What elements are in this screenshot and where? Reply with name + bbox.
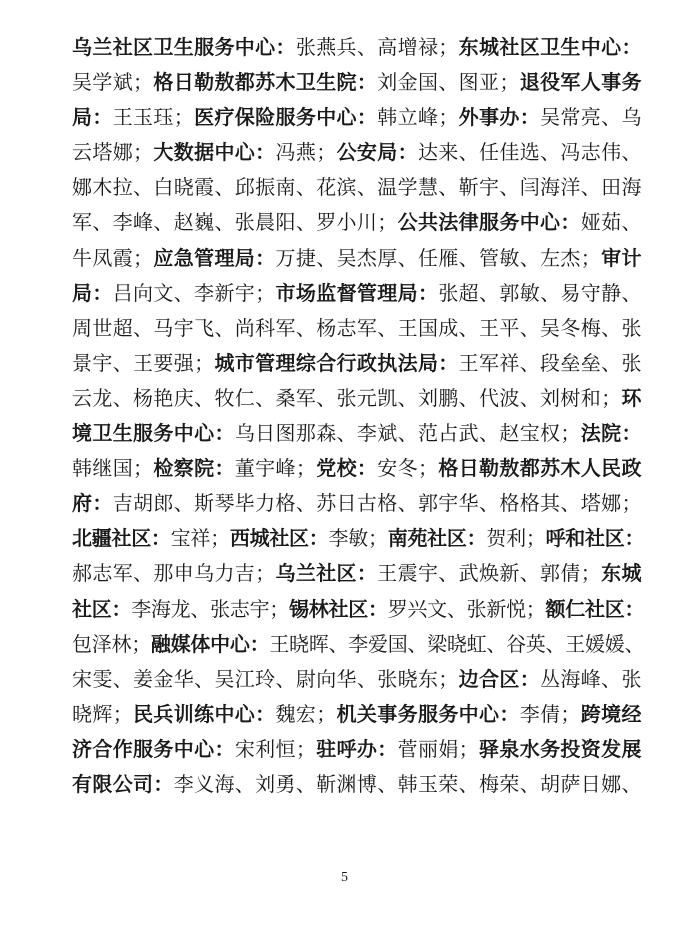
unit-name: 境卫生服务中心： [72,421,235,446]
person-names: 冯燕； [275,140,337,165]
person-names: 万捷、吴杰厚、任雁、管敏、左杰； [275,245,602,270]
unit-name: 府： [72,491,113,516]
person-names: 宋雯、姜金华、吴江玲、尉向华、张晓东； [72,666,459,691]
text-line [72,135,644,170]
text-line [72,451,644,486]
unit-name: 乌兰社区： [275,561,378,586]
text-line [72,556,644,591]
person-names: 景宇、王要强； [72,350,215,375]
person-names: 包泽林； [72,631,151,656]
person-names: 王军祥、段垒垒、张 [458,350,642,375]
person-names: 云塔娜； [72,140,154,165]
person-names: 吴常亮、乌 [540,105,642,130]
unit-name: 法院： [580,421,642,446]
person-names: 王玉珏； [112,105,195,130]
person-names: 韩立峰； [377,105,459,130]
person-names: 安冬； [377,456,439,481]
person-names: 吉胡郎、斯琴毕力格、苏日古格、郭宇华、格格其、塔娜； [112,491,642,516]
person-names: 韩继国； [72,456,154,481]
person-names: 李海龙、张志宇； [131,596,290,621]
text-line [72,65,644,100]
unit-name: 格日勒敖都苏木人民政 [438,456,642,481]
text-line [72,311,644,346]
text-line [72,767,644,802]
text-line [72,100,644,135]
unit-name: 有限公司： [72,771,174,796]
unit-name: 应急管理局： [153,245,276,270]
person-names: 丛海峰、张 [540,666,642,691]
unit-name: 乌兰社区卫生服务中心： [72,35,296,59]
person-names: 军、李峰、赵巍、张晨阳、罗小川； [72,210,398,235]
unit-name: 退役军人事务 [519,70,642,95]
text-line [72,592,644,627]
unit-name: 环 [621,385,642,410]
person-names: 娜木拉、白晓霞、邱振南、花滨、温学慧、靳宇、闫海洋、田海 [72,175,642,200]
unit-name: 城市管理综合行政执法局： [214,350,459,375]
unit-name: 市场监督管理局： [275,280,439,305]
unit-name: 额仁社区： [545,596,645,621]
unit-name: 党校： [316,456,378,481]
text-line [72,241,644,276]
unit-name: 济合作服务中心： [72,736,235,761]
text-line [72,416,644,451]
unit-name: 公安局： [336,140,418,165]
unit-name: 驻呼办： [316,736,398,761]
unit-name: 机关事务服务中心： [336,701,520,726]
text-line [72,521,644,556]
text-line [72,732,644,767]
unit-name: 民兵训练中心： [133,701,276,726]
person-names: 魏宏； [275,701,337,726]
unit-name: 检察院： [153,456,235,481]
unit-name: 驿泉水务投资发展 [479,736,642,761]
unit-name: 北疆社区： [72,526,171,551]
unit-name: 局： [72,280,113,305]
person-names: 菅丽娟； [397,736,480,761]
person-names: 牛凤霞； [72,245,154,270]
person-names: 王晓晖、李爱国、梁晓虹、谷英、王媛媛、 [269,631,645,656]
unit-name: 审计 [601,245,642,270]
person-names: 郝志军、那申乌力吉； [72,561,276,586]
person-names: 李义海、刘勇、靳渊博、韩玉荣、梅荣、胡萨日娜、 [173,771,642,796]
unit-name: 融媒体中心： [150,631,270,656]
person-names: 董宇峰； [234,456,317,481]
unit-name: 格日勒敖都苏木卫生院： [153,70,378,95]
person-names: 周世超、马宇飞、尚科军、杨志军、王国成、王平、吴冬梅、张 [72,315,642,340]
unit-name: 呼和社区： [545,526,645,551]
text-line [72,381,644,416]
person-names: 晓辉； [72,701,134,726]
unit-name: 外事办： [458,105,541,130]
person-names: 王震宇、武焕新、郭倩； [377,561,602,586]
person-names: 宋利恒； [234,736,317,761]
unit-name: 跨境经 [580,701,642,726]
person-names: 李倩； [519,701,581,726]
text-line [72,697,644,732]
text-line [72,486,644,521]
unit-name: 东城社区卫生中心： [458,35,642,59]
person-names: 达来、任佳选、冯志伟、 [417,140,642,165]
person-names: 张燕兵、高增禄； [295,35,459,59]
unit-name: 公共法律服务中心： [397,210,581,235]
commendation-list-text [72,30,644,802]
text-line [72,170,644,205]
text-line [72,662,644,697]
page-number: 5 [341,870,348,885]
text-line [72,205,644,240]
person-names: 刘金国、图亚； [377,70,520,95]
person-names: 吕向文、李新宇； [112,280,276,305]
person-names: 吴学斌； [72,70,154,95]
unit-name: 局： [72,105,113,130]
person-names: 娅茹、 [580,210,642,235]
unit-name: 大数据中心： [153,140,276,165]
person-names: 李敏； [328,526,388,551]
unit-name: 医疗保险服务中心： [194,105,378,130]
text-line [72,627,644,662]
text-line [72,276,644,311]
unit-name: 西城社区： [229,526,329,551]
unit-name: 东城 [601,561,642,586]
person-names: 贺利； [486,526,546,551]
unit-name: 锡林社区： [289,596,388,621]
person-names: 乌日图那森、李斌、范占武、赵宝权； [234,421,581,446]
text-line [72,30,644,65]
person-names: 张超、郭敏、易守静、 [438,280,642,305]
person-names: 云龙、杨艳庆、牧仁、桑军、张元凯、刘鹏、代波、刘树和； [72,385,622,410]
unit-name: 南苑社区： [387,526,487,551]
person-names: 罗兴文、张新悦； [387,596,546,621]
text-line [72,346,644,381]
unit-name: 边合区： [458,666,541,691]
person-names: 宝祥； [170,526,230,551]
unit-name: 社区： [72,596,132,621]
